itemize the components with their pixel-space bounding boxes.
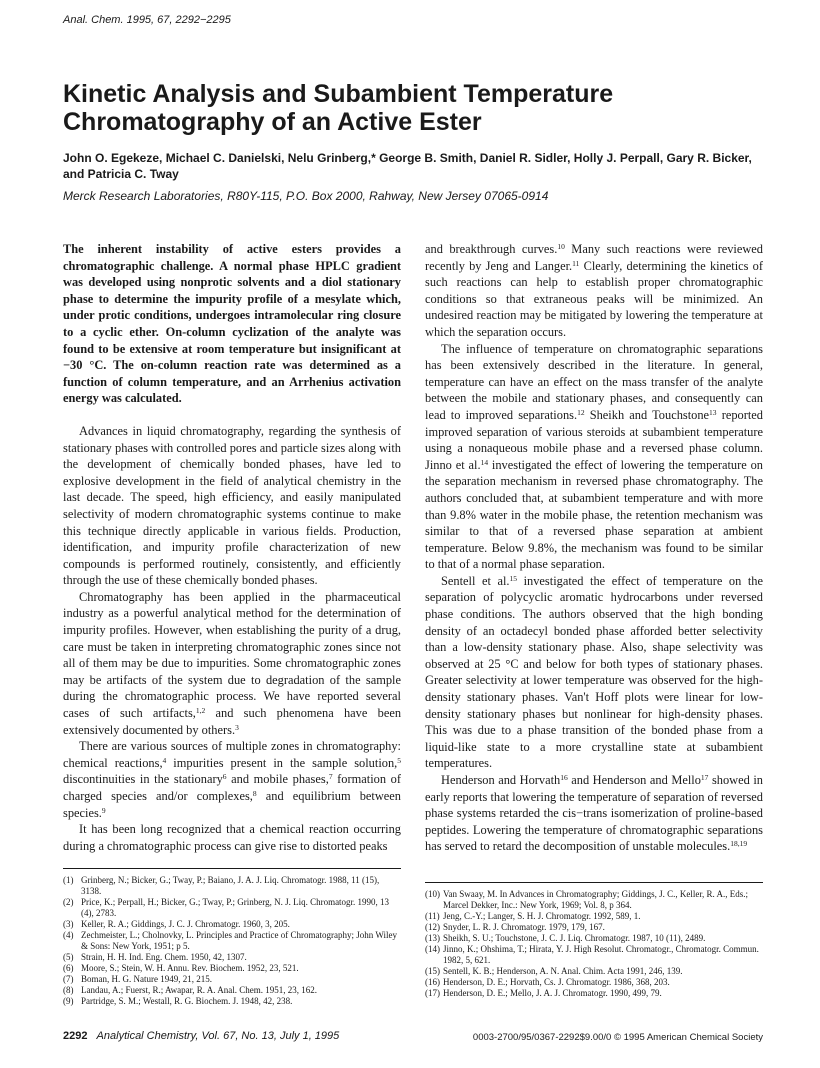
reference-item: (5) Strain, H. H. Ind. Eng. Chem. 1950, 42, 1307. — [63, 952, 247, 962]
page-number: 2292 — [63, 1030, 88, 1042]
reference-item: (4) Zechmeister, L.; Cholnovky, L. Principles and Practice of Chromatography; John Wiley & Sons: New York, 1951; p 5. — [63, 930, 397, 951]
article-title: Kinetic Analysis and Subambient Temperature Chromatography of an Active Ester — [63, 80, 614, 136]
reference-item: (14) Jinno, K.; Ohshima, T.; Hirata, Y. J. High Resolut. Chromatogr., Chromatogr. Commun. 1982, 5, 621. — [425, 944, 759, 965]
citation-ref: 11 — [572, 258, 580, 268]
citation-ref: 3 — [235, 722, 239, 732]
citation-ref: 8 — [252, 789, 257, 798]
body-paragraph: and breakthrough curves.$^{10}$ Many such reactions were reviewed recently by Jeng and Langer.$^{11}$ Clearly, determining the kinetics of such reactions can help to establish proper chromatographic conditions so that extraneous peaks will be minimized. An undesired reaction may be mitigated by lowering the temperature at which the separation occurs. — [425, 242, 763, 339]
citation-ref: 5 — [397, 755, 401, 765]
citation-ref: 9 — [101, 805, 106, 815]
body-paragraph: The influence of temperature on chromatographic separations has been extensively described in the literature. In general, temperature can have an effect on the mass transfer of the analyte between the mobile and stationary phases, and consequently can lead to improved separations.$^{12}$ Sheikh and Touchstone$^{13}$ reported improved separation of various steroids at subambient temperature using a nonaqueous mobile phase and a reversed phase column. Jinno et al.$^{14}$ investigated the effect of lowering the temperature on the separation mechanism in reversed phase chromatography. The authors concluded that, at subambient temperature and with more than 9.8% water in the mobile phase, the retention mechanism was similar to that of a reversed phase separation at ambient temperature. Below 9.8%, the mechanism was found to be similar to that of a normal phase separation. — [425, 341, 763, 572]
reference-item: (7) Boman, H. G. Nature 1949, 21, 215. — [63, 974, 212, 984]
citation-ref: 10 — [557, 242, 565, 251]
body-paragraph: Henderson and Horvath$^{16}$ and Henderson and Mello$^{17}$ showed in early reports that lowering the temperature of separation of reversed phase systems retarded the cis−trans isomerization of proline-based peptides. Lowering the temperature of chromatographic separations has served to retard the decomposition of unstable molecules.$^{18,19}$ — [425, 773, 763, 854]
reference-item: (6) Moore, S.; Stein, W. H. Annu. Rev. Biochem. 1952, 23, 521. — [63, 963, 299, 973]
author-list: John O. Egekeze, Michael C. Danielski, Nelu Grinberg,* George B. Smith, Daniel R. Sidler, Holly J. Perpall, Gary R. Bicker, and Patricia C. Tway — [63, 151, 752, 181]
reference-item: (10) Van Swaay, M. In Advances in Chromatography; Giddings, J. C., Keller, R. A., Eds.; Marcel Dekker, Inc.: New York, 1969; Vol. 8, p 364. — [425, 889, 749, 910]
reference-item: (15) Sentell, K. B.; Henderson, A. N. Anal. Chim. Acta 1991, 246, 139. — [425, 966, 683, 976]
citation-ref: 14 — [480, 457, 489, 467]
reference-item: (9) Partridge, S. M.; Westall, R. G. Biochem. J. 1948, 42, 238. — [63, 996, 293, 1006]
body-paragraph: Chromatography has been applied in the pharmaceutical industry as a powerful analytical method for the determination of impurity profiles. However, when establishing the purity of a drug, care must be taken in interpreting chromatographic zones since not all of them may be due to impurities. Some chromatographic zones may be artifacts of the system due to degradation of the sample during the chromatographic process. We have reported several cases of such artifacts,$^{1,2}$ and such phenomena have been extensively documented by others.$^3$ — [63, 589, 402, 737]
citation-ref: 12 — [577, 407, 585, 417]
citation-ref: 15 — [509, 573, 518, 583]
abstract: The inherent instability of active esters provides a chromatographic challenge. A normal phase HPLC gradient was developed using nonprotic solvents and a diol stationary phase to determine the impurity profile of a mesylate which, under protic conditions, undergoes intramolecular ring closure to a cyclic ether. On-column cyclization of the analyte was found to be extensive at room temperature but insignificant at −30 °C. The on-column reaction rate was determined as a function of column temperature, and an Arrhenius activation energy was calculated. — [63, 242, 401, 406]
references-right — [425, 882, 763, 999]
citation-ref: 17 — [700, 773, 709, 782]
citation-ref: 18,19 — [730, 839, 748, 849]
citation-ref: 6 — [222, 772, 227, 782]
page-footer — [63, 1030, 339, 1042]
journal-info: Analytical Chemistry, Vol. 67, No. 13, July 1, 1995 — [96, 1030, 340, 1042]
citation-ref: 1,2 — [195, 706, 206, 716]
body-paragraph: Advances in liquid chromatography, regarding the synthesis of stationary phases with controlled pores and particle sizes along with the development of chemically bonded phases, have led to explosive development in the field of analytical chemistry in the last decade. The speed, high efficiency, and easily manipulated selectivity of modern chromatographic systems continue to make this technique directly applicable in various fields. Production, identification, and impurity profile characterization of new compounds is performed routinely, consistently, and efficiently through the use of these chemically bonded phases. — [63, 423, 401, 588]
body-paragraph: It has been long recognized that a chemical reaction occurring during a chromatographic process can give rise to distorted peaks — [63, 822, 401, 853]
reference-item: (8) Landau, A.; Fuerst, R.; Awapar, R. A. Anal. Chem. 1951, 23, 162. — [63, 985, 318, 995]
reference-item: (17) Henderson, D. E.; Mello, J. A. J. Chromatogr. 1990, 499, 79. — [425, 988, 662, 998]
citation-ref: 4 — [162, 755, 167, 765]
right-column — [425, 241, 763, 855]
left-column — [63, 241, 401, 854]
reference-item: (12) Snyder, L. R. J. Chromatogr. 1979, 179, 167. — [425, 922, 605, 932]
affiliation: Merck Research Laboratories, R80Y-115, P.O. Box 2000, Rahway, New Jersey 07065-0914 — [63, 189, 549, 203]
references-left — [63, 868, 401, 1007]
body-paragraph: Sentell et al.$^{15}$ investigated the effect of temperature on the separation of polycyclic aromatic hydrocarbons under reversed phase conditions. The authors observed that the high bonding density of an octadecyl bonded phase afforded better selectivity than a low-density stationary phase. Also, shape selectivity was observed at 25 °C and below for both types of stationary phases. Greater selectivity at lower temperature was observed for the high-density stationary phases. Van't Hoff plots were linear for low-density stationary phases but nonlinear for high-density phases. This was due to a phase transition of the bonded phase from a liquid-like state to a more crystalline state at subambient temperatures. — [425, 573, 763, 771]
reference-item: (3) Keller, R. A.; Giddings, J. C. J. Chromatogr. 1960, 3, 205. — [63, 919, 290, 929]
body-paragraph: There are various sources of multiple zones in chromatography: chemical reactions,$^4$ impurities present in the sample solution,$^5$ discontinuities in the stationary$^6$ and mobile phases,$^7$ formation of charged species and/or complexes,$^8$ and equilibrium between species.$^9$ — [63, 739, 401, 820]
copyright-line: 0003-2700/95/0367-2292$9.00/0 © 1995 American Chemical Society — [472, 1032, 763, 1043]
reference-item: (11) Jeng, C.-Y.; Langer, S. H. J. Chromatogr. 1992, 589, 1. — [425, 911, 641, 921]
journal-citation: Anal. Chem. 1995, 67, 2292−2295 — [63, 14, 231, 26]
reference-item: (2) Price, K.; Perpall, H.; Bicker, G.; Tway, P.; Grinberg, N. J. Liq. Chromatogr. 1990, 13 (4), 2783. — [63, 897, 390, 918]
citation-ref: 7 — [328, 772, 333, 782]
citation-ref: 13 — [709, 407, 717, 417]
reference-item: (13) Sheikh, S. U.; Touchstone, J. C. J. Liq. Chromatogr. 1987, 10 (11), 2489. — [425, 933, 706, 943]
citation-ref: 16 — [560, 773, 568, 782]
reference-item: (16) Henderson, D. E.; Horvath, Cs. J. Chromatogr. 1986, 368, 203. — [425, 977, 670, 987]
reference-item: (1) Grinberg, N.; Bicker, G.; Tway, P.; Baiano, J. A. J. Liq. Chromatogr. 1988, 11 (15), 3138. — [63, 875, 380, 896]
